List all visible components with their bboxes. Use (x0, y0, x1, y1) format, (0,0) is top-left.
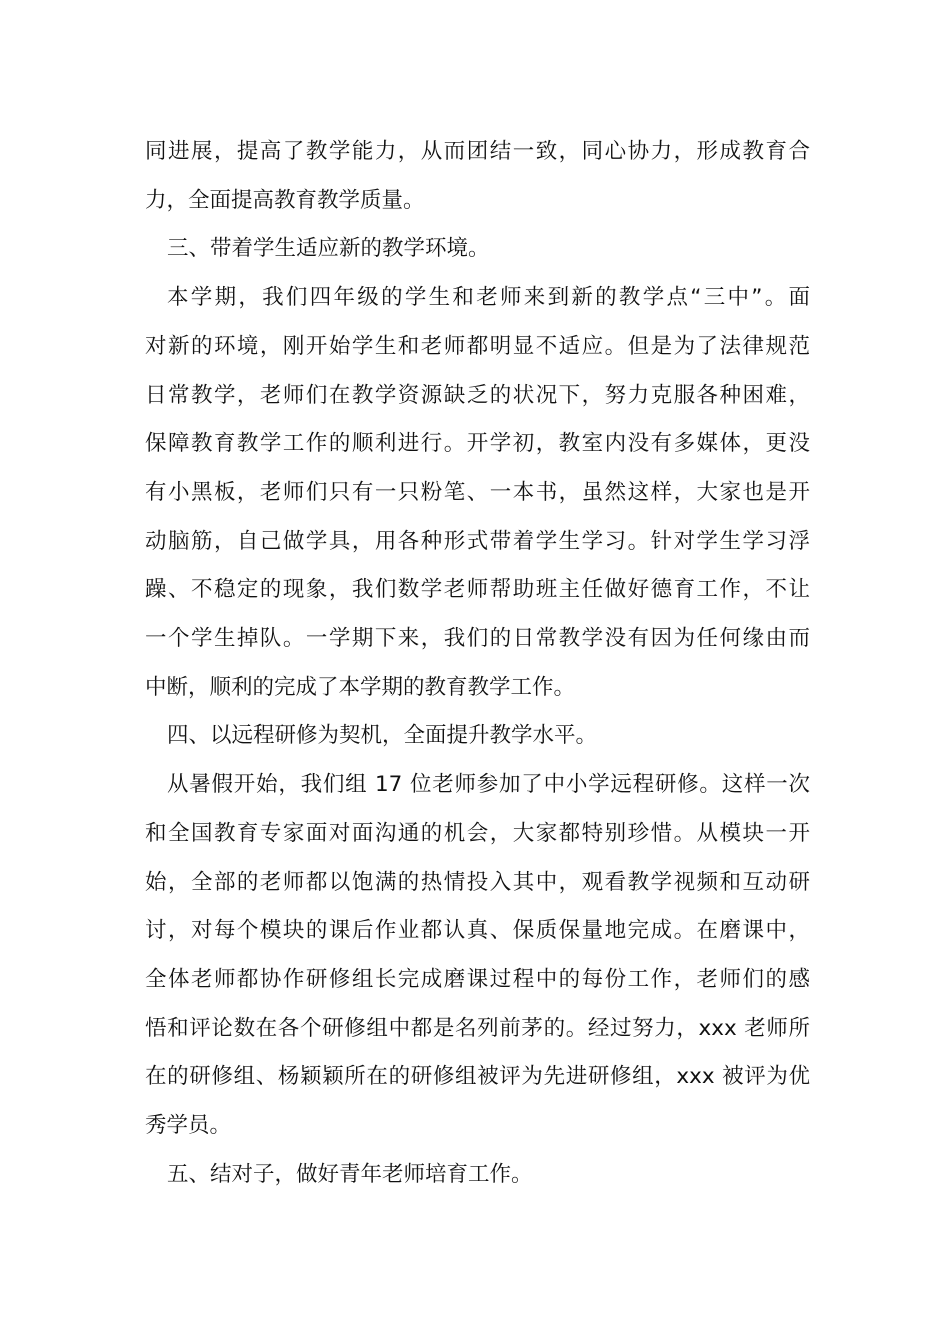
text-line: 和全国教育专家面对面沟通的机会，大家都特别珍惜。从模块一开 (145, 820, 810, 846)
paragraph (145, 128, 810, 225)
section-heading (145, 712, 810, 761)
text-line: 悟和评论数在各个研修组中都是名列前茅的。经过努力，xxx 老师所 (145, 1015, 810, 1041)
text-line: 保障教育教学工作的顺利进行。开学初，教室内没有多媒体，更没 (145, 431, 810, 457)
text-line: 始，全部的老师都以饱满的热情投入其中，观看教学视频和互动研 (145, 869, 810, 895)
text-line: 讨，对每个模块的课后作业都认真、保质保量地完成。在磨课中， (145, 918, 810, 944)
text-line: 躁、不稳定的现象，我们数学老师帮助班主任做好德育工作，不让 (145, 577, 810, 603)
text-line: 在的研修组、杨颖颖所在的研修组被评为先进研修组，xxx 被评为优 (145, 1064, 810, 1090)
text-line: 本学期，我们四年级的学生和老师来到新的教学点“三中”。面 (167, 285, 810, 311)
text-line: 中断，顺利的完成了本学期的教育教学工作。 (145, 674, 576, 700)
text-line: 有小黑板，老师们只有一只粉笔、一本书，虽然这样，大家也是开 (145, 479, 810, 505)
text-line: 从暑假开始，我们组 17 位老师参加了中小学远程研修。这样一次 (167, 772, 810, 798)
paragraph (145, 274, 810, 712)
text-line: 四、以远程研修为契机，全面提升教学水平。 (167, 723, 598, 749)
paragraph (145, 761, 810, 1151)
text-line: 五、结对子，做好青年老师培育工作。 (167, 1161, 533, 1187)
text-line: 一个学生掉队。一学期下来，我们的日常教学没有因为任何缘由而 (145, 626, 810, 652)
section-heading (145, 225, 810, 274)
document-body (145, 128, 810, 1199)
text-line: 全体老师都协作研修组长完成磨课过程中的每份工作，老师们的感 (145, 966, 810, 992)
text-line: 力，全面提高教育教学质量。 (145, 187, 425, 213)
text-line: 日常教学，老师们在教学资源缺乏的状况下，努力克服各种困难， (145, 382, 810, 408)
section-heading (145, 1151, 810, 1200)
text-line: 秀学员。 (145, 1113, 232, 1139)
text-line: 三、带着学生适应新的教学环境。 (167, 236, 490, 262)
text-line: 同进展，提高了教学能力，从而团结一致，同心协力，形成教育合 (145, 139, 810, 164)
text-line: 动脑筋，自己做学具，用各种形式带着学生学习。针对学生学习浮 (145, 528, 810, 554)
text-line: 对新的环境，刚开始学生和老师都明显不适应。但是为了法律规范 (145, 333, 810, 359)
